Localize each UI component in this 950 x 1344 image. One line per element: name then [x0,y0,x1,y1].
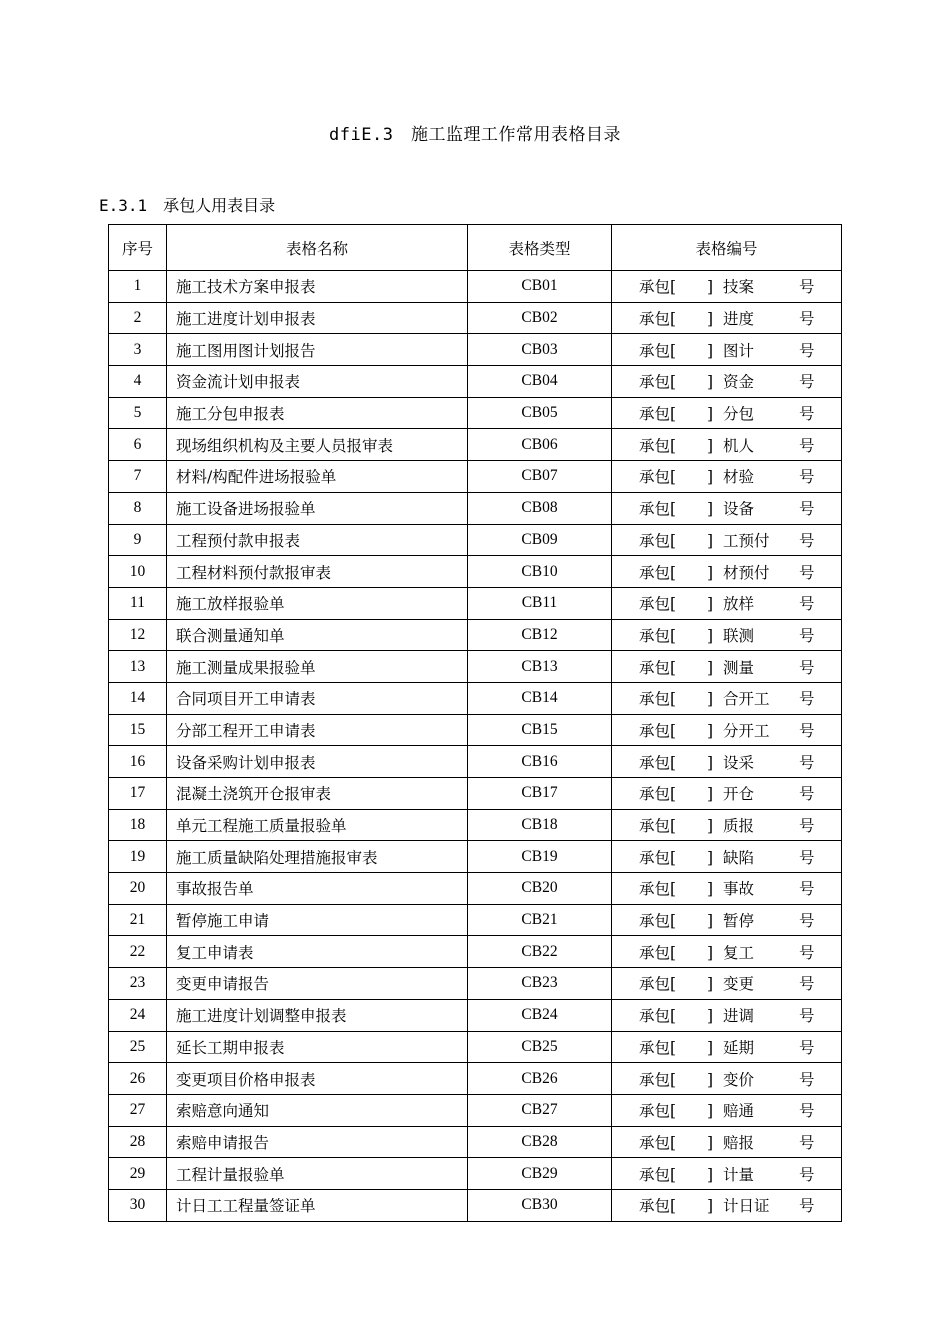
table-row [109,904,842,936]
table-row [109,556,842,588]
row-serial-number: 8 [109,492,167,524]
row-form-code [612,904,842,936]
code-suffix: 号 [799,690,815,709]
code-abbreviation: 变价 [723,1070,755,1089]
row-serial-number: 16 [109,746,167,778]
row-form-name: 分部工程开工申请表 [167,714,468,746]
row-form-name: 材料/构配件进场报验单 [167,461,468,493]
row-form-type: CB04 [468,366,612,398]
row-serial-number: 10 [109,556,167,588]
row-form-name: 事故报告单 [167,873,468,905]
code-suffix: 号 [799,658,815,677]
table-row [109,429,842,461]
code-abbreviation: 变更 [723,975,755,994]
row-form-type: CB21 [468,904,612,936]
code-suffix: 号 [799,912,815,931]
header-form-type: 表格类型 [468,225,612,271]
row-form-type: CB20 [468,873,612,905]
code-abbreviation: 技案 [723,278,755,297]
row-form-name: 施工进度计划申报表 [167,302,468,334]
code-prefix: 承包[ ] [639,658,714,677]
row-form-code [612,873,842,905]
code-abbreviation: 设备 [723,500,755,519]
code-prefix: 承包[ ] [639,278,714,297]
code-abbreviation: 事故 [723,880,755,899]
row-form-code [612,556,842,588]
row-form-name: 暂停施工申请 [167,904,468,936]
code-suffix: 号 [799,468,815,487]
row-form-code [612,936,842,968]
code-prefix: 承包[ ] [639,753,714,772]
code-abbreviation: 设采 [723,753,755,772]
row-serial-number: 3 [109,334,167,366]
row-form-name: 施工测量成果报验单 [167,651,468,683]
row-form-type: CB25 [468,1031,612,1063]
code-prefix: 承包[ ] [639,531,714,550]
row-form-name: 工程预付款申报表 [167,524,468,556]
row-serial-number: 27 [109,1094,167,1126]
code-prefix: 承包[ ] [639,1197,714,1216]
code-abbreviation: 计日证 [723,1197,770,1216]
row-form-name: 变更申请报告 [167,968,468,1000]
row-form-type: CB17 [468,778,612,810]
code-prefix: 承包[ ] [639,500,714,519]
row-form-code [612,429,842,461]
code-prefix: 承包[ ] [639,848,714,867]
code-suffix: 号 [799,848,815,867]
row-form-code [612,524,842,556]
row-form-code [612,651,842,683]
code-prefix: 承包[ ] [639,1133,714,1152]
row-serial-number: 23 [109,968,167,1000]
row-serial-number: 7 [109,461,167,493]
code-abbreviation: 资金 [723,373,755,392]
code-suffix: 号 [799,531,815,550]
table-row [109,778,842,810]
code-suffix: 号 [799,753,815,772]
code-abbreviation: 进调 [723,1007,755,1026]
table-row [109,682,842,714]
row-form-type: CB29 [468,1158,612,1190]
row-form-type: CB12 [468,619,612,651]
row-form-code [612,461,842,493]
row-form-name: 延长工期申报表 [167,1031,468,1063]
row-form-name: 资金流计划申报表 [167,366,468,398]
row-form-name: 设备采购计划申报表 [167,746,468,778]
code-suffix: 号 [799,500,815,519]
code-suffix: 号 [799,310,815,329]
row-form-type: CB19 [468,841,612,873]
row-serial-number: 25 [109,1031,167,1063]
table-row [109,397,842,429]
code-suffix: 号 [799,341,815,360]
code-suffix: 号 [799,626,815,645]
row-serial-number: 30 [109,1189,167,1221]
row-form-name: 混凝土浇筑开仓报审表 [167,778,468,810]
row-form-name: 现场组织机构及主要人员报审表 [167,429,468,461]
code-suffix: 号 [799,1133,815,1152]
code-suffix: 号 [799,880,815,899]
row-form-type: CB05 [468,397,612,429]
code-abbreviation: 分包 [723,405,755,424]
table-row [109,366,842,398]
code-abbreviation: 分开工 [723,721,770,740]
table-row [109,492,842,524]
code-suffix: 号 [799,1070,815,1089]
table-row [109,714,842,746]
row-serial-number: 15 [109,714,167,746]
header-serial-number: 序号 [109,225,167,271]
code-abbreviation: 开仓 [723,785,755,804]
code-suffix: 号 [799,1197,815,1216]
row-form-name: 变更项目价格申报表 [167,1063,468,1095]
row-form-type: CB27 [468,1094,612,1126]
form-catalog-table [108,224,842,1222]
table-row [109,968,842,1000]
table-row [109,1158,842,1190]
row-form-type: CB16 [468,746,612,778]
row-serial-number: 6 [109,429,167,461]
table-row [109,746,842,778]
row-form-type: CB09 [468,524,612,556]
row-form-type: CB08 [468,492,612,524]
code-suffix: 号 [799,1165,815,1184]
row-serial-number: 26 [109,1063,167,1095]
row-form-name: 施工分包申报表 [167,397,468,429]
row-form-type: CB10 [468,556,612,588]
code-prefix: 承包[ ] [639,721,714,740]
code-abbreviation: 联测 [723,626,755,645]
row-form-type: CB23 [468,968,612,1000]
code-prefix: 承包[ ] [639,690,714,709]
row-serial-number: 1 [109,271,167,303]
row-form-type: CB02 [468,302,612,334]
table-row [109,302,842,334]
row-serial-number: 28 [109,1126,167,1158]
code-abbreviation: 材预付 [723,563,770,582]
row-form-code [612,1126,842,1158]
row-form-name: 施工图用图计划报告 [167,334,468,366]
row-form-name: 计日工工程量签证单 [167,1189,468,1221]
table-row [109,809,842,841]
code-suffix: 号 [799,595,815,614]
code-abbreviation: 机人 [723,436,755,455]
header-form-name: 表格名称 [167,225,468,271]
row-form-name: 工程计量报验单 [167,1158,468,1190]
row-serial-number: 13 [109,651,167,683]
table-row [109,334,842,366]
code-suffix: 号 [799,1007,815,1026]
row-form-code [612,302,842,334]
table-header-row [109,225,842,271]
row-form-name: 施工放样报验单 [167,587,468,619]
code-prefix: 承包[ ] [639,785,714,804]
row-form-code [612,492,842,524]
table-row [109,936,842,968]
row-form-name: 联合测量通知单 [167,619,468,651]
table-body [109,271,842,1222]
table-row [109,1094,842,1126]
code-prefix: 承包[ ] [639,563,714,582]
code-prefix: 承包[ ] [639,1038,714,1057]
code-suffix: 号 [799,975,815,994]
row-form-type: CB22 [468,936,612,968]
row-form-code [612,271,842,303]
code-suffix: 号 [799,943,815,962]
table-row [109,841,842,873]
row-serial-number: 12 [109,619,167,651]
row-form-name: 施工进度计划调整申报表 [167,999,468,1031]
row-form-type: CB15 [468,714,612,746]
row-form-name: 索赔意向通知 [167,1094,468,1126]
row-form-code [612,968,842,1000]
table-row [109,524,842,556]
code-abbreviation: 质报 [723,817,755,836]
code-prefix: 承包[ ] [639,1007,714,1026]
code-abbreviation: 图计 [723,341,755,360]
row-form-code [612,841,842,873]
row-form-type: CB01 [468,271,612,303]
row-form-name: 工程材料预付款报审表 [167,556,468,588]
row-form-type: CB14 [468,682,612,714]
row-serial-number: 14 [109,682,167,714]
table-row [109,1189,842,1221]
code-abbreviation: 暂停 [723,912,755,931]
row-serial-number: 2 [109,302,167,334]
code-suffix: 号 [799,721,815,740]
code-prefix: 承包[ ] [639,1070,714,1089]
row-form-code [612,1031,842,1063]
code-prefix: 承包[ ] [639,405,714,424]
header-form-code: 表格编号 [612,225,842,271]
code-prefix: 承包[ ] [639,943,714,962]
row-form-type: CB26 [468,1063,612,1095]
table-row [109,651,842,683]
row-serial-number: 24 [109,999,167,1031]
row-form-code [612,999,842,1031]
code-prefix: 承包[ ] [639,1102,714,1121]
table-row [109,587,842,619]
row-form-type: CB30 [468,1189,612,1221]
row-form-code [612,334,842,366]
row-form-code [612,587,842,619]
row-form-code [612,746,842,778]
code-prefix: 承包[ ] [639,975,714,994]
code-suffix: 号 [799,785,815,804]
code-suffix: 号 [799,405,815,424]
row-form-code [612,1094,842,1126]
code-suffix: 号 [799,436,815,455]
row-form-code [612,1063,842,1095]
row-form-type: CB11 [468,587,612,619]
section-subtitle: E.3.1 承包人用表目录 [99,196,276,215]
row-form-code [612,366,842,398]
row-form-type: CB07 [468,461,612,493]
code-abbreviation: 赔通 [723,1102,755,1121]
code-prefix: 承包[ ] [639,595,714,614]
code-abbreviation: 放样 [723,595,755,614]
row-serial-number: 18 [109,809,167,841]
row-form-type: CB03 [468,334,612,366]
row-form-name: 施工技术方案申报表 [167,271,468,303]
row-serial-number: 17 [109,778,167,810]
table-row [109,999,842,1031]
row-form-code [612,397,842,429]
row-serial-number: 11 [109,587,167,619]
code-abbreviation: 工预付 [723,531,770,550]
code-suffix: 号 [799,817,815,836]
code-suffix: 号 [799,1102,815,1121]
row-form-name: 单元工程施工质量报验单 [167,809,468,841]
code-prefix: 承包[ ] [639,817,714,836]
row-form-type: CB18 [468,809,612,841]
code-suffix: 号 [799,563,815,582]
row-serial-number: 19 [109,841,167,873]
row-form-name: 施工设备进场报验单 [167,492,468,524]
code-suffix: 号 [799,373,815,392]
table-row [109,1063,842,1095]
table-row [109,461,842,493]
row-form-name: 复工申请表 [167,936,468,968]
row-serial-number: 20 [109,873,167,905]
code-prefix: 承包[ ] [639,1165,714,1184]
code-abbreviation: 合开工 [723,690,770,709]
row-form-code [612,714,842,746]
row-form-type: CB13 [468,651,612,683]
code-abbreviation: 复工 [723,943,755,962]
code-abbreviation: 延期 [723,1038,755,1057]
code-abbreviation: 材验 [723,468,755,487]
table-row [109,619,842,651]
row-form-type: CB24 [468,999,612,1031]
code-prefix: 承包[ ] [639,468,714,487]
code-suffix: 号 [799,278,815,297]
row-form-code [612,619,842,651]
row-serial-number: 29 [109,1158,167,1190]
code-prefix: 承包[ ] [639,626,714,645]
code-abbreviation: 缺陷 [723,848,755,867]
code-prefix: 承包[ ] [639,373,714,392]
code-abbreviation: 进度 [723,310,755,329]
row-form-type: CB28 [468,1126,612,1158]
row-serial-number: 9 [109,524,167,556]
row-form-code [612,1158,842,1190]
code-abbreviation: 测量 [723,658,755,677]
row-form-type: CB06 [468,429,612,461]
row-form-name: 施工质量缺陷处理措施报审表 [167,841,468,873]
row-serial-number: 21 [109,904,167,936]
code-prefix: 承包[ ] [639,880,714,899]
page-title: dfiE.3 施工监理工作常用表格目录 [329,125,621,145]
row-serial-number: 22 [109,936,167,968]
code-prefix: 承包[ ] [639,341,714,360]
table-row [109,1126,842,1158]
code-suffix: 号 [799,1038,815,1057]
row-form-code [612,778,842,810]
code-abbreviation: 计量 [723,1165,755,1184]
table-row [109,873,842,905]
code-abbreviation: 赔报 [723,1133,755,1152]
code-prefix: 承包[ ] [639,912,714,931]
code-prefix: 承包[ ] [639,310,714,329]
table-row [109,271,842,303]
row-serial-number: 5 [109,397,167,429]
row-form-code [612,682,842,714]
row-form-name: 合同项目开工申请表 [167,682,468,714]
row-serial-number: 4 [109,366,167,398]
row-form-code [612,1189,842,1221]
table-row [109,1031,842,1063]
row-form-name: 索赔申请报告 [167,1126,468,1158]
code-prefix: 承包[ ] [639,436,714,455]
row-form-code [612,809,842,841]
